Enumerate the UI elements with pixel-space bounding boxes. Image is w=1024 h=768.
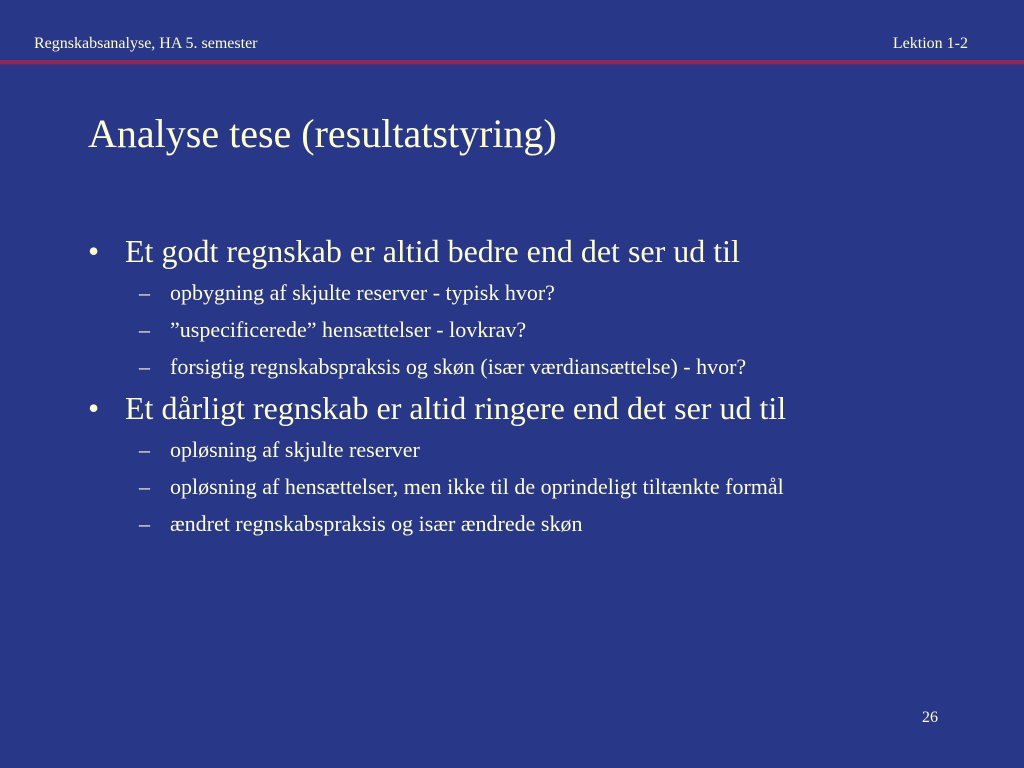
bullet-marker: • [88,390,100,426]
sub-bullet-text: ”uspecificerede” hensættelser - lovkrav? [170,317,527,342]
slide-title: Analyse tese (resultatstyring) [88,111,557,156]
sub-bullet-item [88,509,930,539]
bullet-text: Et godt regnskab er altid bedre end det ser ud til [125,233,740,269]
sub-bullet-marker: – [139,280,150,305]
lecture-header: Lektion 1-2 [892,35,968,52]
bullet-text: Et dårligt regnskab er altid ringere end det ser ud til [125,390,787,426]
sub-bullet-text: opløsning af hensættelser, men ikke til de oprindeligt tiltænkte formål [170,474,784,499]
sub-bullet-text: ændret regnskabspraksis og især ændrede skøn [170,511,583,536]
bullet-item [88,232,945,270]
sub-bullet-marker: – [139,474,150,499]
header-divider [0,60,1024,65]
sub-bullet-item [88,472,930,502]
page-number: 26 [922,709,938,726]
sub-bullet-item [88,435,930,465]
sub-bullet-marker: – [139,437,150,462]
sub-bullet-list [88,435,948,539]
sub-bullet-list [88,278,948,382]
course-header: Regnskabsanalyse, HA 5. semester [34,35,258,52]
sub-bullet-item [88,352,930,382]
sub-bullet-text: opbygning af skjulte reserver - typisk hvor? [170,280,555,305]
sub-bullet-text: opløsning af skjulte reserver [170,437,420,462]
sub-bullet-marker: – [139,317,150,342]
sub-bullet-text: forsigtig regnskabspraksis og skøn (især værdiansættelse) - hvor? [170,354,747,379]
sub-bullet-item [88,278,930,308]
sub-bullet-marker: – [139,511,150,536]
bullet-item [88,389,945,427]
bullet-marker: • [88,233,100,269]
bullet-list [88,232,948,546]
sub-bullet-marker: – [139,354,150,379]
sub-bullet-item [88,315,930,345]
